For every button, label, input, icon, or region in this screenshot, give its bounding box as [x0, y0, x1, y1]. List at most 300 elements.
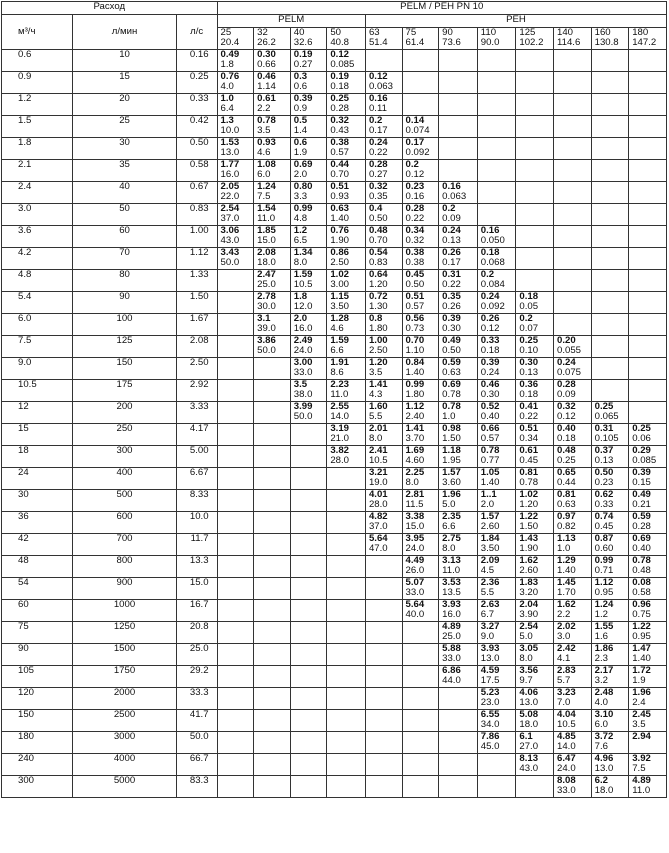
headloss-value: 0.82: [557, 521, 576, 532]
velocity-loss-cell: [290, 402, 327, 424]
flow-m3h: 150: [2, 710, 73, 732]
flow-lmin: 35: [73, 160, 177, 182]
headloss-value: 0.50: [442, 345, 461, 356]
velocity-loss-cell: [327, 226, 366, 248]
table-body: [2, 50, 667, 798]
velocity-value: 1.24: [257, 181, 276, 192]
velocity-loss-cell: [402, 424, 439, 446]
headloss-value: 13.0: [519, 697, 539, 708]
velocity-value: 2.42: [557, 643, 576, 654]
table-row: [2, 160, 667, 182]
headloss-value: 18.0: [257, 257, 276, 268]
velocity-value: 0.32: [557, 401, 576, 412]
velocity-value: 2.63: [480, 599, 500, 610]
velocity-value: 0.81: [557, 489, 576, 500]
velocity-value: 0.34: [405, 225, 425, 236]
flow-lmin: 1250: [73, 622, 177, 644]
velocity-loss-cell: [439, 314, 478, 336]
headloss-value: 1.20: [519, 499, 539, 510]
headloss-value: 45.0: [480, 741, 500, 752]
headloss-value: 0.085: [330, 59, 355, 70]
velocity-loss-cell: [327, 468, 366, 490]
headloss-value: 6.0: [594, 719, 608, 730]
flow-lmin: 40: [73, 182, 177, 204]
headloss-value: 24.0: [405, 543, 425, 554]
outer-diameter: 40: [293, 27, 305, 38]
velocity-loss-cell: [477, 50, 516, 72]
headloss-value: 0.06: [632, 433, 651, 444]
flow-ls: 2.92: [176, 380, 217, 402]
flow-lmin: 300: [73, 446, 177, 468]
velocity-loss-cell: [402, 204, 439, 226]
velocity-value: 0.63: [330, 203, 350, 214]
velocity-loss-cell: [254, 402, 291, 424]
velocity-value: 8.13: [519, 753, 539, 764]
headloss-value: 33.0: [442, 653, 461, 664]
velocity-value: 0.16: [480, 225, 500, 236]
velocity-loss-cell: [254, 50, 291, 72]
velocity-loss-cell: [591, 94, 629, 116]
velocity-loss-cell: [217, 710, 254, 732]
velocity-loss-cell: [591, 270, 629, 292]
table-row: [2, 182, 667, 204]
velocity-loss-cell: [254, 424, 291, 446]
velocity-loss-cell: [254, 94, 291, 116]
velocity-loss-cell: [290, 424, 327, 446]
col-header-lmin: л/мин: [73, 15, 177, 50]
velocity-loss-cell: [217, 358, 254, 380]
velocity-loss-cell: [554, 248, 592, 270]
velocity-value: 0.50: [594, 467, 614, 478]
inner-diameter: 20.4: [220, 37, 240, 48]
flow-m3h: 0.6: [2, 50, 73, 72]
velocity-loss-cell: [365, 578, 402, 600]
velocity-value: 1.57: [480, 511, 500, 522]
velocity-loss-cell: [439, 710, 478, 732]
velocity-value: 1.62: [519, 555, 539, 566]
velocity-loss-cell: [254, 754, 291, 776]
velocity-loss-cell: [290, 248, 327, 270]
velocity-loss-cell: [365, 424, 402, 446]
velocity-loss-cell: [629, 182, 667, 204]
headloss-value: 1.40: [405, 367, 425, 378]
headloss-value: 0.23: [594, 477, 614, 488]
table-row: [2, 644, 667, 666]
headloss-value: 0.063: [442, 191, 467, 202]
flow-lmin: 5000: [73, 776, 177, 798]
velocity-loss-cell: [365, 644, 402, 666]
headloss-value: 0.13: [442, 235, 461, 246]
headloss-value: 0.33: [594, 499, 614, 510]
flow-ls: 1.33: [176, 270, 217, 292]
velocity-value: 0.24: [442, 225, 461, 236]
velocity-loss-cell: [290, 50, 327, 72]
headloss-value: 0.085: [632, 455, 657, 466]
velocity-value: 4.96: [594, 753, 614, 764]
headloss-value: 28.0: [368, 499, 388, 510]
headloss-value: 1.6: [594, 631, 608, 642]
velocity-loss-cell: [290, 732, 327, 754]
velocity-value: 0.51: [330, 181, 350, 192]
table-row: [2, 622, 667, 644]
velocity-loss-cell: [629, 776, 667, 798]
headloss-value: 0.40: [480, 411, 500, 422]
table-row: [2, 468, 667, 490]
flow-ls: 15.0: [176, 578, 217, 600]
flow-m3h: 3.0: [2, 204, 73, 226]
velocity-value: 0.29: [632, 445, 651, 456]
velocity-value: 1.59: [293, 269, 313, 280]
velocity-value: 3.05: [519, 643, 539, 654]
headloss-value: 19.0: [368, 477, 388, 488]
table-row: [2, 402, 667, 424]
velocity-loss-cell: [365, 710, 402, 732]
velocity-loss-cell: [217, 380, 254, 402]
headloss-value: 50.0: [257, 345, 276, 356]
flow-ls: 83.3: [176, 776, 217, 798]
headloss-value: 4.3: [368, 389, 383, 400]
flow-ls: 1.50: [176, 292, 217, 314]
velocity-loss-cell: [629, 138, 667, 160]
headloss-value: 1.70: [557, 587, 576, 598]
velocity-loss-cell: [591, 248, 629, 270]
velocity-loss-cell: [254, 468, 291, 490]
headloss-value: 11.0: [632, 785, 651, 796]
headloss-value: 8.0: [405, 477, 419, 488]
velocity-value: 0.69: [632, 533, 651, 544]
headloss-value: 0.38: [405, 257, 425, 268]
outer-diameter: 75: [405, 27, 417, 38]
headloss-value: 1.90: [330, 235, 350, 246]
velocity-loss-cell: [629, 292, 667, 314]
velocity-loss-cell: [217, 666, 254, 688]
flow-m3h: 120: [2, 688, 73, 710]
velocity-loss-cell: [365, 182, 402, 204]
headloss-value: 13.5: [442, 587, 461, 598]
table-row: [2, 204, 667, 226]
velocity-value: 1.96: [632, 687, 651, 698]
velocity-value: 1.0: [220, 93, 234, 104]
velocity-loss-cell: [554, 512, 592, 534]
velocity-value: 0.51: [519, 423, 539, 434]
velocity-value: 0.59: [632, 511, 651, 522]
velocity-value: 0.72: [368, 291, 388, 302]
velocity-value: 0.25: [594, 401, 614, 412]
flow-m3h: 300: [2, 776, 73, 798]
velocity-value: 0.81: [519, 467, 539, 478]
inner-diameter: 130.8: [594, 37, 619, 48]
headloss-value: 0.22: [368, 147, 388, 158]
flow-lmin: 175: [73, 380, 177, 402]
table-row: [2, 446, 667, 468]
headloss-value: 0.12: [405, 169, 425, 180]
velocity-value: 4.04: [557, 709, 576, 720]
velocity-value: 2.25: [405, 467, 425, 478]
velocity-value: 0.38: [405, 247, 425, 258]
velocity-loss-cell: [402, 578, 439, 600]
velocity-loss-cell: [290, 204, 327, 226]
velocity-value: 6.47: [557, 753, 576, 764]
velocity-value: 1.69: [405, 445, 425, 456]
velocity-loss-cell: [365, 490, 402, 512]
headloss-value: 3.0: [557, 631, 571, 642]
velocity-value: 0.16: [368, 93, 388, 104]
diameter-header: [217, 28, 254, 50]
velocity-loss-cell: [439, 50, 478, 72]
velocity-value: 0.48: [368, 225, 388, 236]
velocity-value: 2.17: [594, 665, 614, 676]
diameter-header: [554, 28, 592, 50]
velocity-loss-cell: [217, 116, 254, 138]
velocity-loss-cell: [554, 578, 592, 600]
flow-m3h: 90: [2, 644, 73, 666]
velocity-loss-cell: [591, 688, 629, 710]
velocity-loss-cell: [217, 138, 254, 160]
velocity-loss-cell: [365, 512, 402, 534]
headloss-value: 0.48: [632, 565, 651, 576]
velocity-value: 1.12: [594, 577, 614, 588]
velocity-loss-cell: [477, 710, 516, 732]
headloss-value: 39.0: [257, 323, 276, 334]
velocity-value: 0.24: [480, 291, 500, 302]
headloss-value: 2.50: [368, 345, 388, 356]
velocity-loss-cell: [290, 160, 327, 182]
velocity-loss-cell: [629, 556, 667, 578]
velocity-value: 1.2: [293, 225, 308, 236]
velocity-loss-cell: [254, 226, 291, 248]
velocity-value: 6.86: [442, 665, 461, 676]
headloss-value: 0.21: [632, 499, 651, 510]
velocity-value: 0.84: [405, 357, 425, 368]
flow-lmin: 2500: [73, 710, 177, 732]
velocity-value: 0.97: [557, 511, 576, 522]
table-row: [2, 490, 667, 512]
velocity-value: 3.92: [632, 753, 651, 764]
velocity-value: 2.35: [442, 511, 461, 522]
headloss-value: 0.83: [368, 257, 388, 268]
velocity-loss-cell: [402, 446, 439, 468]
flow-lmin: 500: [73, 490, 177, 512]
velocity-value: 1.54: [257, 203, 276, 214]
velocity-loss-cell: [591, 424, 629, 446]
velocity-value: 0.61: [519, 445, 539, 456]
flow-ls: 5.00: [176, 446, 217, 468]
velocity-value: 0.64: [368, 269, 388, 280]
headloss-value: 11.0: [442, 565, 461, 576]
headloss-value: 0.77: [480, 455, 500, 466]
velocity-loss-cell: [402, 138, 439, 160]
outer-diameter: 50: [330, 27, 341, 38]
velocity-loss-cell: [591, 622, 629, 644]
flow-ls: 0.50: [176, 138, 217, 160]
headloss-value: 0.9: [293, 103, 308, 114]
velocity-loss-cell: [254, 358, 291, 380]
velocity-loss-cell: [477, 644, 516, 666]
velocity-loss-cell: [477, 666, 516, 688]
velocity-value: 1.96: [442, 489, 461, 500]
velocity-loss-cell: [254, 622, 291, 644]
velocity-loss-cell: [254, 490, 291, 512]
flow-m3h: 15: [2, 424, 73, 446]
velocity-loss-cell: [629, 314, 667, 336]
velocity-value: 3.72: [594, 731, 614, 742]
velocity-loss-cell: [477, 248, 516, 270]
headloss-value: 37.0: [220, 213, 240, 224]
velocity-loss-cell: [254, 204, 291, 226]
headloss-value: 6.7: [480, 609, 495, 620]
velocity-value: 1.29: [557, 555, 576, 566]
headloss-value: 1.90: [519, 543, 539, 554]
table-row: [2, 248, 667, 270]
flow-m3h: 18: [2, 446, 73, 468]
velocity-loss-cell: [254, 644, 291, 666]
velocity-loss-cell: [439, 160, 478, 182]
velocity-value: 0.08: [632, 577, 651, 588]
velocity-loss-cell: [629, 644, 667, 666]
headloss-value: 0.63: [557, 499, 576, 510]
flow-m3h: 180: [2, 732, 73, 754]
flow-m3h: 2.4: [2, 182, 73, 204]
flow-ls: 0.42: [176, 116, 217, 138]
headloss-value: 0.32: [405, 235, 425, 246]
velocity-loss-cell: [629, 490, 667, 512]
headloss-value: 0.28: [330, 103, 350, 114]
velocity-loss-cell: [327, 556, 366, 578]
velocity-loss-cell: [254, 776, 291, 798]
velocity-loss-cell: [290, 644, 327, 666]
headloss-value: 50.0: [220, 257, 240, 268]
headloss-value: 0.26: [442, 301, 461, 312]
velocity-loss-cell: [217, 732, 254, 754]
headloss-value: 43.0: [519, 763, 539, 774]
outer-diameter: 180: [632, 27, 649, 38]
velocity-loss-cell: [629, 424, 667, 446]
flow-group-header: Расход: [2, 2, 218, 15]
velocity-loss-cell: [477, 314, 516, 336]
flow-ls: 0.83: [176, 204, 217, 226]
headloss-value: 0.084: [480, 279, 505, 290]
velocity-loss-cell: [439, 226, 478, 248]
flow-ls: 29.2: [176, 666, 217, 688]
velocity-loss-cell: [591, 358, 629, 380]
flow-m3h: 30: [2, 490, 73, 512]
flow-lmin: 15: [73, 72, 177, 94]
table-row: [2, 72, 667, 94]
flow-ls: 20.8: [176, 622, 217, 644]
velocity-loss-cell: [591, 314, 629, 336]
velocity-loss-cell: [254, 270, 291, 292]
headloss-value: 1.80: [368, 323, 388, 334]
velocity-loss-cell: [516, 534, 554, 556]
velocity-loss-cell: [402, 314, 439, 336]
velocity-loss-cell: [554, 622, 592, 644]
velocity-loss-cell: [290, 688, 327, 710]
flow-m3h: 9.0: [2, 358, 73, 380]
velocity-loss-cell: [327, 72, 366, 94]
velocity-loss-cell: [217, 424, 254, 446]
velocity-loss-cell: [516, 688, 554, 710]
velocity-loss-cell: [327, 666, 366, 688]
velocity-loss-cell: [439, 116, 478, 138]
velocity-value: 0.96: [632, 599, 651, 610]
headloss-value: 1.40: [632, 653, 651, 664]
velocity-loss-cell: [365, 226, 402, 248]
velocity-loss-cell: [254, 248, 291, 270]
headloss-value: 0.57: [480, 433, 500, 444]
diameter-header: [365, 28, 402, 50]
velocity-loss-cell: [591, 490, 629, 512]
velocity-loss-cell: [217, 182, 254, 204]
flow-ls: 1.67: [176, 314, 217, 336]
headloss-value: 0.09: [442, 213, 461, 224]
velocity-loss-cell: [439, 402, 478, 424]
headloss-value: 25.0: [442, 631, 461, 642]
flow-ls: 16.7: [176, 600, 217, 622]
flow-m3h: 42: [2, 534, 73, 556]
headloss-value: 6.6: [442, 521, 456, 532]
velocity-value: 1.45: [557, 577, 576, 588]
headloss-value: 1.40: [330, 213, 350, 224]
headloss-value: 0.092: [480, 301, 505, 312]
inner-diameter: 102.2: [519, 37, 544, 48]
velocity-value: 2.23: [330, 379, 350, 390]
outer-diameter: 63: [368, 27, 380, 38]
headloss-value: 38.0: [293, 389, 313, 400]
headloss-value: 0.13: [594, 455, 614, 466]
headloss-value: 0.58: [632, 587, 651, 598]
flow-m3h: 7.5: [2, 336, 73, 358]
headloss-value: 13.0: [480, 653, 500, 664]
velocity-loss-cell: [591, 72, 629, 94]
flow-ls: 8.33: [176, 490, 217, 512]
inner-diameter: 32.6: [293, 37, 313, 48]
headloss-value: 0.092: [405, 147, 430, 158]
headloss-value: 3.5: [632, 719, 646, 730]
velocity-value: 2.0: [293, 313, 308, 324]
velocity-value: 1.41: [405, 423, 425, 434]
velocity-loss-cell: [516, 182, 554, 204]
velocity-value: 0.76: [220, 71, 240, 82]
flow-ls: 66.7: [176, 754, 217, 776]
velocity-value: 0.39: [632, 467, 651, 478]
headloss-value: 33.0: [405, 587, 425, 598]
velocity-value: 0.6: [293, 137, 308, 148]
headloss-value: 0.50: [405, 279, 425, 290]
velocity-value: 0.40: [557, 423, 576, 434]
headloss-value: 37.0: [368, 521, 388, 532]
headloss-value: 0.17: [442, 257, 461, 268]
velocity-loss-cell: [217, 776, 254, 798]
velocity-loss-cell: [629, 248, 667, 270]
flow-ls: 11.7: [176, 534, 217, 556]
velocity-value: 0.2: [519, 313, 533, 324]
velocity-loss-cell: [327, 644, 366, 666]
flow-m3h: 3.6: [2, 226, 73, 248]
velocity-loss-cell: [254, 380, 291, 402]
velocity-loss-cell: [327, 600, 366, 622]
velocity-loss-cell: [591, 776, 629, 798]
velocity-loss-cell: [591, 50, 629, 72]
table-row: [2, 314, 667, 336]
velocity-value: 1.13: [557, 533, 576, 544]
velocity-loss-cell: [439, 688, 478, 710]
flow-ls: 10.0: [176, 512, 217, 534]
flow-lmin: 90: [73, 292, 177, 314]
velocity-value: 1.83: [519, 577, 539, 588]
velocity-loss-cell: [217, 270, 254, 292]
velocity-value: 3.95: [405, 533, 425, 544]
velocity-value: 1.72: [632, 665, 651, 676]
